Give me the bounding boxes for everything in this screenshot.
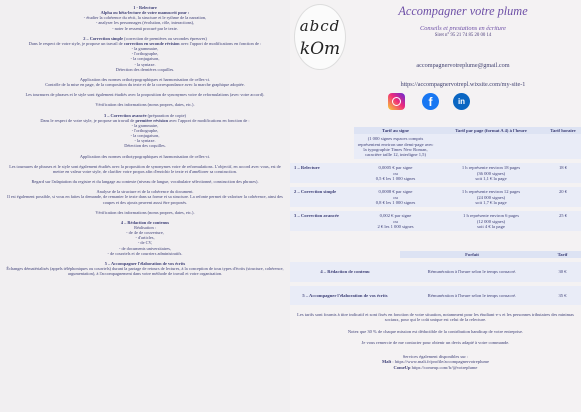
list-item: - l'orthographe, bbox=[131, 127, 159, 133]
paragraph: Regard sur l'adaptation du registre et du langage au contexte (niveau de langue, vocabulaire sélectionné, construction des phrases). bbox=[31, 179, 259, 185]
section-intro: Dans le respect de votre style, je propose un travail de première révision avec l'apport de modifications en fonction de : bbox=[40, 117, 250, 123]
paragraph: Notez que 30 % de chaque mission est déductible de la contribution handicap de votre entreprise. bbox=[347, 328, 524, 334]
paragraph: Application des normes orthotypographiques et harmonisation de celles-ci. bbox=[79, 76, 211, 82]
paragraph: Contrôle de la mise en page, de la composition du texte et de la correspondance avec la marche graphique adoptée. bbox=[45, 82, 245, 88]
list-item: - la conjugaison, bbox=[130, 133, 160, 139]
pricing-notes bbox=[296, 312, 575, 370]
column-header: Tarif au signe bbox=[354, 127, 437, 134]
table-row: 3 – Correction avancée 0,002 € par signe ou 2 € les 1 000 signes 1 h représente environ 6 pages (12 000 signes) soit 4 € la page 25 € bbox=[290, 209, 581, 231]
list-item: - analyser les personnages (évolution, rôle, interactions), bbox=[95, 20, 195, 26]
paragraph: Il est également possible, si vous en faites la demande, de remanier le texte dans sa forme et sa structure. La refonte permet de valoriser la cohérence, ainsi des coupes et des ajouts peuvent aussi être proposés. bbox=[7, 194, 283, 205]
section-title-relecture: 1 - Relecture bbox=[133, 5, 157, 10]
table-row: 5 – Accompagner l'élaboration de vos écrits Rémunération à l'heure selon le temps consacré. 35 € bbox=[290, 284, 581, 305]
paragraph: Échanges dématérialisés (appels téléphoniques ou courriels) durant la partage de retours de lectures, à la conception de tous types d'écrits (structure, cohérence, argumentation), à l'accompagnement dans votre méthode de travail et votre organisation. bbox=[6, 266, 284, 277]
list-item: - de documents universitaires, bbox=[118, 245, 172, 251]
section-title-correction-avancee: 3 – Correction avancée (préparation de copie) bbox=[104, 112, 186, 118]
contact-email[interactable]: accompagnervotreplume@gmail.com bbox=[416, 62, 510, 69]
paragraph: Application des normes orthotypographiques et harmonisation de celles-ci. bbox=[79, 153, 211, 159]
paragraph: Les tournures de phrases et le style sont également étudiés avec la proposition de synonymes voire de reformulations. L'objectif, en accord avec vous, est de mettre en valeur votre style, de clarifier votre propos afin d'enrichir le texte et d'améliorer sa construction. bbox=[9, 163, 281, 174]
list-item: - la conjugaison, bbox=[130, 56, 160, 62]
paragraph: Vérification des informations (noms propres, dates, etc.). bbox=[95, 209, 195, 215]
list-item: - la syntaxe. bbox=[134, 138, 156, 144]
section-sub-relecture: Alpha ou bêta-lecture de votre manuscrit pour : bbox=[100, 10, 190, 16]
list-item: - noter le ressenti procuré par le texte. bbox=[112, 25, 178, 31]
list-item: - de 4e de couverture, bbox=[126, 230, 164, 236]
list-item: - la syntaxe. bbox=[134, 61, 156, 67]
siret-number: Siret n° 95 21 74 85 20 00 14 bbox=[434, 33, 492, 38]
brand-title: Accompagner votre plume bbox=[398, 4, 528, 18]
social-links bbox=[388, 93, 528, 111]
list-item: - d'articles, bbox=[135, 235, 155, 241]
brand-logo: abcd kOm bbox=[294, 4, 346, 70]
column-header: Tarif par page (format A 4) à l'heure bbox=[437, 127, 545, 134]
table-row: 2 – Correction simple 0,0008 € par signe ou 0,8 € les 1 000 signes 1 h représente environ 12 pages (24 000 signes) soit 1,7 € la page 20 € bbox=[290, 185, 581, 209]
linkedin-icon[interactable]: in bbox=[453, 93, 470, 110]
paragraph: Je vous remercie de me contacter pour obtenir un devis adapté à votre commande. bbox=[361, 339, 510, 345]
paragraph: Détection des dernières coquilles. bbox=[115, 66, 175, 72]
brand-header bbox=[348, 4, 578, 38]
pricing-table bbox=[290, 127, 581, 231]
list-item: - étudier la cohérence du récit, la structure et le rythme de la narration, bbox=[83, 15, 207, 21]
services-description-panel bbox=[0, 0, 290, 412]
paragraph: Détection des coquilles. bbox=[124, 143, 166, 149]
malt-link[interactable]: Malt : https://www.malt.fr/profile/accompagnervotreplume bbox=[382, 359, 489, 365]
list-item: - de CV, bbox=[137, 240, 153, 246]
services-title: Services également disponibles sur : bbox=[402, 354, 469, 360]
column-header: Forfait bbox=[400, 251, 544, 260]
section-sub-redaction: Réalisation : bbox=[134, 225, 156, 230]
pricing-panel bbox=[290, 0, 581, 412]
paragraph: Les tarifs sont fournis à titre indicatif et sont fixés en fonction de votre situation, notamment pour les étudiant·e·s et les personnes tributaires des minimas sociaux, pour qui le coût unique est celui de la relecture. bbox=[297, 312, 574, 323]
section-title-correction-simple: 2 – Correction simple (correction de premières ou secondes épreuves) bbox=[83, 35, 207, 41]
column-header: Tarif horaire bbox=[545, 127, 581, 134]
paragraph: Vérification des informations (noms propres, dates, etc.). bbox=[95, 102, 195, 108]
forfait-table bbox=[290, 251, 581, 305]
section-title-redaction: 4 – Rédaction de contenus bbox=[120, 219, 170, 225]
section-intro: Dans le respect de votre style, je propose un travail de correction en seconde révision avec l'apport de modifications en fonction de : bbox=[28, 40, 262, 46]
list-item: - l'orthographe, bbox=[131, 51, 159, 57]
list-item: - la grammaire, bbox=[131, 122, 159, 128]
list-item: - de courriels et de courriers administratifs. bbox=[107, 250, 183, 256]
column-header: Tarif bbox=[544, 251, 581, 260]
instagram-icon[interactable] bbox=[388, 93, 405, 110]
brand-subtitle: Conseils et prestations en écriture bbox=[420, 25, 506, 32]
list-item: - la grammaire, bbox=[131, 46, 159, 52]
table-row: 1 – Relecture 0,0005 € par signe ou 0,5 € les 1 000 signes 1 h représente environ 18 pages (36 000 signes) soit 1,1 € la page 18 € bbox=[290, 161, 581, 185]
facebook-icon[interactable]: f bbox=[422, 93, 439, 110]
paragraph: Les tournures de phrases et le style sont également étudiés avec la proposition de synonymes voire de reformulations (avec votre accord). bbox=[25, 92, 265, 98]
paragraph: Analyse de la structure et de la cohérence du document. bbox=[96, 189, 194, 195]
website-link[interactable]: https://accompagnervotrepl.wixsite.com/my-site-1 bbox=[400, 81, 526, 88]
comeup-link[interactable]: ComeUp https://comeup.com/fr/@votreplume bbox=[393, 364, 478, 370]
section-title-accompagner: 5 – Accompagner l'élaboration de vos écrits bbox=[104, 260, 186, 266]
table-note: (1 000 signes espaces compris représentent environ une demi-page avec la typographie Times New Roman, caractère taille 12, interligne 1,5) bbox=[354, 134, 437, 161]
table-row: 4 – Rédaction de contenu Rémunération à l'heure selon le temps consacré. 30 € bbox=[290, 260, 581, 283]
